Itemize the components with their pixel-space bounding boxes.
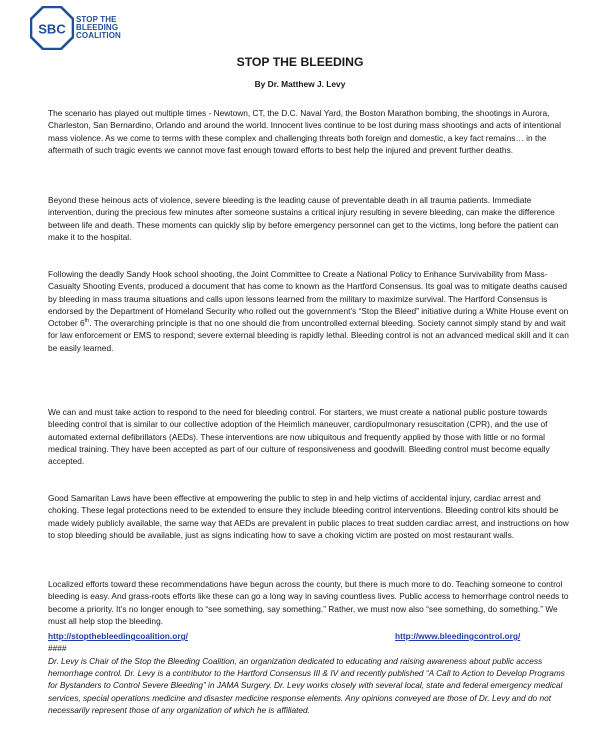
paragraph-2: Beyond these heinous acts of violence, severe bleeding is the leading cause of preventable death in all trauma patients. Immediate intervention, during the precious few minutes after someone sustains a critical injury resulting in severe bleeding, can make the difference between life and death. These moments can quickly slip by before emergency personnel can get to the victims, long before the patient can make it to the hospital.: [48, 195, 559, 242]
paragraph-5: Good Samaritan Laws have been effective at empowering the public to step in and help victims of accidental injury, cardiac arrest and choking. These legal protections need to be extended to ensure they include bleeding control interventions. Bleeding control kits should be made widely publicly available, the same way that AEDs are prevalent in public places to treat sudden cardiac arrest, and instructions on how to stop bleeding should be available, just as signs indicating how to save a choking victim are posted on most restaurant walls.: [48, 493, 569, 540]
paragraph-3-superscript: th: [84, 318, 90, 325]
paragraph-4: We can and must take action to respond to the need for bleeding control. For starters, we must create a national public posture towards bleeding control that is similar to our collective adoption of the Heimlich maneuver, cardiopulmonary resuscitation (CPR), and the use of automated external defibrillators (AEDs). These interventions are now ubiquitous and frequently applied by those with little or no formal medical training. They have been accepted as part of our culture of responsiveness and goodwill. Bleeding control must become equally accepted.: [48, 407, 550, 467]
logo: [30, 6, 121, 50]
stopthebleedingcoalition-link[interactable]: http://stopthebleedingcoalition.org/: [48, 631, 188, 641]
logo-abbr: SBC: [38, 21, 66, 37]
octagon-logo-icon: [30, 6, 74, 50]
logo-line-2: BLEEDING: [76, 23, 119, 32]
bleedingcontrol-link[interactable]: http://www.bleedingcontrol.org/: [395, 631, 521, 641]
author-bio: Dr. Levy is Chair of the Stop the Bleeding Coalition, an organization dedicated to educating and raising awareness about public access hemorrhage control. Dr. Levy is a contributor to the Hartford Consensus III & IV and recently published “A Call to Action to Develop Programs for Bystanders to Control Severe Bleeding” in JAMA Surgery. Dr. Levy works closely with several local, state and federal emergency medical services, special operations medicine and disaster medicine response elements. Any opinions conveyed are those of Dr. Levy and do not necessarily represent those of any organization of which he is affiliated.: [48, 656, 565, 715]
paragraph-3-part-2: . The overarching principle is that no one should die from uncontrolled external bleeding. Society cannot simply stand by and wait for law enforcement or EMS to respond; severe external bleeding is rapidly lethal. Bleeding control is not an advanced medical skill and it can be easily learned.: [48, 318, 569, 353]
logo-wordmark: [76, 16, 121, 40]
end-marker: ####: [48, 643, 67, 653]
paragraph-3-part-1: Following the deadly Sandy Hook school shooting, the Joint Committee to Create a National Policy to Enhance Survivability from Mass-Casualty Shooting Events, produced a document that has come to known as the Hartford Consensus. Its goal was to mitigate deaths caused by bleeding in mass trauma situations and calls upon lessons learned from the military to maximize survival. The Hartford Consensus is endorsed by the Department of Homeland Security who rolled out the government’s “Stop the Bleed” initiative during a White House event on October 6: [48, 269, 569, 329]
paragraph-6: Localized efforts toward these recommendations have begun across the county, but there is much more to do. Teaching someone to control bleeding is easy. And grass-roots efforts like these can go a long way in saving countless lives. Public access to hemorrhage control needs to become a priority. It’s no longer enough to “see something, say something.” Rather, we must now also “see something, do something.” We must all help stop the bleeding.: [48, 579, 569, 626]
links-row: [48, 631, 558, 641]
logo-line-3: COALITION: [76, 31, 121, 40]
paragraph-3: [48, 268, 573, 354]
document-title: STOP THE BLEEDING: [236, 55, 364, 69]
author-byline: By Dr. Matthew J. Levy: [254, 79, 346, 89]
paragraph-1: The scenario has played out multiple times - Newtown, CT, the D.C. Naval Yard, the Boston Marathon bombing, the shootings in Aurora, Charleston, San Bernardino, Orlando and around the world. Innocent lives continue to be lost during mass shootings and acts of intentional mass violence. As we come to terms with these complex and challenging threats both foreign and domestic, a key fact remains… in the aftermath of such tragic events we cannot move fast enough toward efforts to best help the injured and prevent further deaths.: [48, 108, 561, 155]
logo-line-1: STOP THE: [76, 15, 117, 24]
